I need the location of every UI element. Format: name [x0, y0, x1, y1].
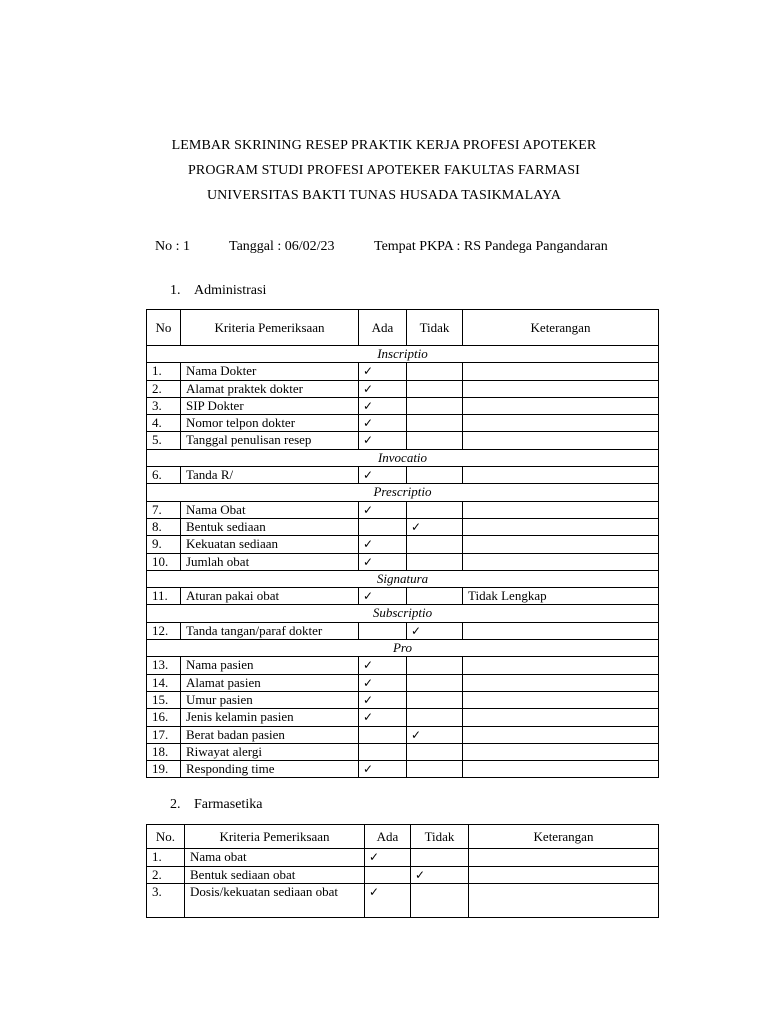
ada-check-mark: ✓	[359, 674, 407, 691]
row-keterangan	[463, 518, 659, 535]
ada-check-mark: ✓	[359, 363, 407, 380]
category-row	[147, 449, 659, 466]
row-number: 19.	[147, 761, 181, 778]
row-number: 2.	[147, 866, 185, 884]
table-row	[147, 622, 659, 639]
category-row	[147, 484, 659, 501]
tidak-check-mark	[407, 432, 463, 449]
header-no: No	[147, 310, 181, 346]
section-2-heading	[170, 797, 262, 813]
row-number: 5.	[147, 432, 181, 449]
row-number: 1.	[147, 363, 181, 380]
row-keterangan	[463, 743, 659, 760]
tidak-check-mark	[407, 536, 463, 553]
tidak-check-mark	[407, 674, 463, 691]
row-number: 1.	[147, 849, 185, 867]
ada-check-mark	[359, 743, 407, 760]
header-tidak: Tidak	[411, 825, 469, 849]
tidak-check-mark	[407, 709, 463, 726]
row-criteria: Tanda tangan/paraf dokter	[181, 622, 359, 639]
ada-check-mark: ✓	[359, 553, 407, 570]
row-number: 7.	[147, 501, 181, 518]
ada-check-mark: ✓	[359, 397, 407, 414]
ada-check-mark: ✓	[359, 536, 407, 553]
row-keterangan	[463, 761, 659, 778]
row-keterangan	[463, 397, 659, 414]
tidak-check-mark	[407, 743, 463, 760]
row-criteria: Aturan pakai obat	[181, 588, 359, 605]
ada-check-mark	[365, 866, 411, 884]
row-criteria: Nomor telpon dokter	[181, 415, 359, 432]
tidak-check-mark	[407, 415, 463, 432]
administrasi-table	[146, 309, 659, 778]
table-row	[147, 743, 659, 760]
row-number: 4.	[147, 415, 181, 432]
row-criteria: Nama obat	[185, 849, 365, 867]
table-row	[147, 588, 659, 605]
row-keterangan	[463, 622, 659, 639]
table-header-row	[147, 825, 659, 849]
tidak-check-mark: ✓	[407, 622, 463, 639]
row-number: 6.	[147, 467, 181, 484]
row-keterangan	[469, 884, 659, 918]
row-criteria: Berat badan pasien	[181, 726, 359, 743]
row-criteria: Alamat pasien	[181, 674, 359, 691]
row-keterangan	[463, 691, 659, 708]
row-criteria: Nama Obat	[181, 501, 359, 518]
row-criteria: Umur pasien	[181, 691, 359, 708]
category-row	[147, 605, 659, 622]
header-no: No.	[147, 825, 185, 849]
table-row	[147, 761, 659, 778]
table-row	[147, 501, 659, 518]
table-row	[147, 674, 659, 691]
row-criteria: Responding time	[181, 761, 359, 778]
row-number: 17.	[147, 726, 181, 743]
row-keterangan	[463, 726, 659, 743]
ada-check-mark: ✓	[359, 657, 407, 674]
prescription-number: No : 1	[155, 239, 190, 254]
row-criteria: Kekuatan sediaan	[181, 536, 359, 553]
row-criteria: Jumlah obat	[181, 553, 359, 570]
section-1-number: 1.	[170, 283, 181, 298]
category-label: Prescriptio	[147, 484, 659, 501]
row-keterangan	[469, 866, 659, 884]
row-number: 8.	[147, 518, 181, 535]
row-criteria: SIP Dokter	[181, 397, 359, 414]
header-tidak: Tidak	[407, 310, 463, 346]
row-number: 3.	[147, 884, 185, 918]
table-row	[147, 536, 659, 553]
ada-check-mark: ✓	[359, 501, 407, 518]
header-ada: Ada	[365, 825, 411, 849]
ada-check-mark: ✓	[359, 588, 407, 605]
table-row	[147, 518, 659, 535]
section-2-number: 2.	[170, 797, 181, 812]
row-number: 15.	[147, 691, 181, 708]
tidak-check-mark	[407, 553, 463, 570]
row-keterangan	[463, 363, 659, 380]
tidak-check-mark	[407, 397, 463, 414]
row-criteria: Alamat praktek dokter	[181, 380, 359, 397]
tidak-check-mark	[407, 467, 463, 484]
category-label: Subscriptio	[147, 605, 659, 622]
row-keterangan	[463, 467, 659, 484]
ada-check-mark: ✓	[359, 380, 407, 397]
row-criteria: Nama Dokter	[181, 363, 359, 380]
row-criteria: Tanggal penulisan resep	[181, 432, 359, 449]
table-row	[147, 553, 659, 570]
category-label: Signatura	[147, 570, 659, 587]
row-criteria: Bentuk sediaan obat	[185, 866, 365, 884]
header-keterangan: Keterangan	[469, 825, 659, 849]
row-number: 18.	[147, 743, 181, 760]
table-row	[147, 691, 659, 708]
row-keterangan	[463, 536, 659, 553]
row-number: 11.	[147, 588, 181, 605]
tidak-check-mark	[411, 849, 469, 867]
document-title-line-2: PROGRAM STUDI PROFESI APOTEKER FAKULTAS FARMASI	[188, 163, 580, 178]
table-row	[147, 849, 659, 867]
tidak-check-mark	[407, 501, 463, 518]
tidak-check-mark	[407, 761, 463, 778]
row-criteria: Nama pasien	[181, 657, 359, 674]
row-keterangan	[463, 657, 659, 674]
row-keterangan	[469, 849, 659, 867]
ada-check-mark: ✓	[359, 691, 407, 708]
tidak-check-mark	[407, 363, 463, 380]
table-row	[147, 432, 659, 449]
pkpa-location: Tempat PKPA : RS Pandega Pangandaran	[374, 239, 608, 254]
document-title-line-3: UNIVERSITAS BAKTI TUNAS HUSADA TASIKMALAYA	[206, 188, 562, 203]
farmasetika-table	[146, 824, 659, 918]
category-label: Inscriptio	[147, 346, 659, 363]
row-criteria: Jenis kelamin pasien	[181, 709, 359, 726]
row-keterangan	[463, 553, 659, 570]
ada-check-mark	[359, 622, 407, 639]
row-keterangan	[463, 380, 659, 397]
table-row	[147, 884, 659, 918]
tidak-check-mark: ✓	[407, 518, 463, 535]
table-row	[147, 866, 659, 884]
row-number: 10.	[147, 553, 181, 570]
table-row	[147, 467, 659, 484]
row-number: 14.	[147, 674, 181, 691]
tidak-check-mark	[407, 657, 463, 674]
header-kriteria: Kriteria Pemeriksaan	[185, 825, 365, 849]
header-keterangan: Keterangan	[463, 310, 659, 346]
row-keterangan	[463, 415, 659, 432]
section-2-title: Farmasetika	[194, 797, 263, 812]
row-number: 13.	[147, 657, 181, 674]
ada-check-mark: ✓	[359, 415, 407, 432]
tidak-check-mark: ✓	[411, 866, 469, 884]
row-keterangan	[463, 674, 659, 691]
row-criteria: Dosis/kekuatan sediaan obat	[185, 884, 365, 918]
category-label: Pro	[147, 640, 659, 657]
ada-check-mark: ✓	[359, 709, 407, 726]
row-criteria: Riwayat alergi	[181, 743, 359, 760]
tidak-check-mark	[407, 691, 463, 708]
table-row	[147, 657, 659, 674]
row-number: 16.	[147, 709, 181, 726]
header-ada: Ada	[359, 310, 407, 346]
table-header-row	[147, 310, 659, 346]
header-kriteria: Kriteria Pemeriksaan	[181, 310, 359, 346]
row-keterangan	[463, 709, 659, 726]
ada-check-mark: ✓	[359, 761, 407, 778]
table-row	[147, 397, 659, 414]
ada-check-mark: ✓	[359, 467, 407, 484]
section-1-heading	[170, 283, 266, 299]
tidak-check-mark	[411, 884, 469, 918]
ada-check-mark	[359, 726, 407, 743]
row-number: 9.	[147, 536, 181, 553]
row-criteria: Bentuk sediaan	[181, 518, 359, 535]
row-keterangan: Tidak Lengkap	[463, 588, 659, 605]
row-keterangan	[463, 432, 659, 449]
administrasi-table-body	[147, 346, 659, 778]
farmasetika-table-body	[147, 849, 659, 918]
tidak-check-mark	[407, 588, 463, 605]
table-row	[147, 415, 659, 432]
row-number: 2.	[147, 380, 181, 397]
category-row	[147, 346, 659, 363]
category-row	[147, 570, 659, 587]
category-label: Invocatio	[147, 449, 659, 466]
ada-check-mark: ✓	[365, 849, 411, 867]
tidak-check-mark	[407, 380, 463, 397]
document-title-line-1: LEMBAR SKRINING RESEP PRAKTIK KERJA PROFESI APOTEKER	[171, 138, 597, 153]
category-row	[147, 640, 659, 657]
table-row	[147, 380, 659, 397]
ada-check-mark: ✓	[365, 884, 411, 918]
section-1-title: Administrasi	[194, 283, 267, 298]
ada-check-mark	[359, 518, 407, 535]
tidak-check-mark: ✓	[407, 726, 463, 743]
ada-check-mark: ✓	[359, 432, 407, 449]
row-criteria: Tanda R/	[181, 467, 359, 484]
table-row	[147, 709, 659, 726]
table-row	[147, 363, 659, 380]
row-keterangan	[463, 501, 659, 518]
prescription-date: Tanggal : 06/02/23	[229, 239, 335, 254]
row-number: 12.	[147, 622, 181, 639]
table-row	[147, 726, 659, 743]
row-number: 3.	[147, 397, 181, 414]
